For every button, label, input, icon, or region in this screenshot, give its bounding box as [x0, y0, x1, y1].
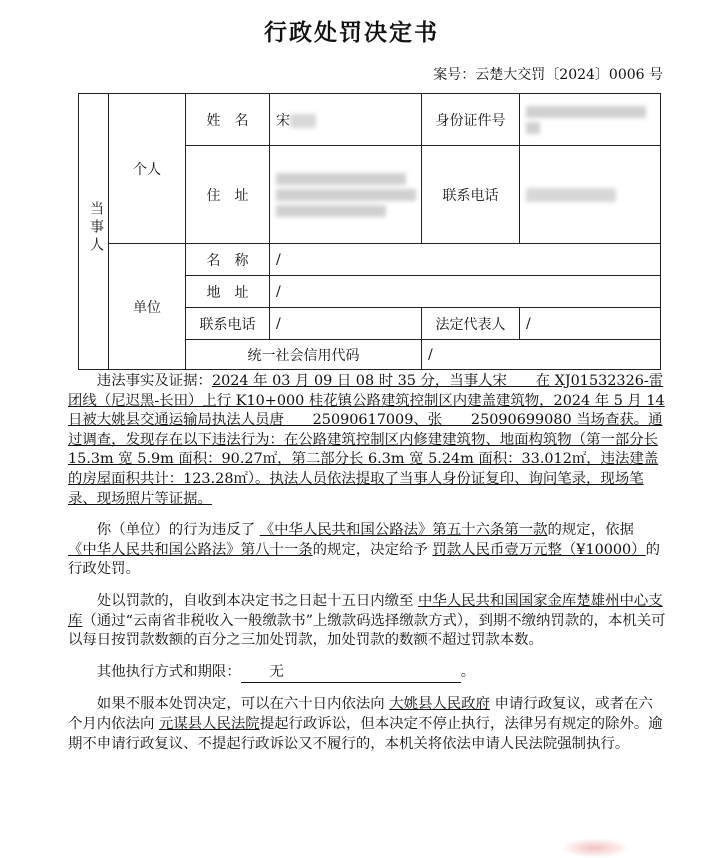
- decision-body: [68, 372, 666, 766]
- address-label: 住 址: [186, 146, 270, 244]
- appeal-paragraph: [68, 695, 666, 754]
- appeal-text-1: 如果不服本处罚决定，可以在六十日内依法向: [96, 696, 385, 713]
- other-execution-field: [241, 663, 461, 684]
- facts-lead: 违法事实及证据：: [96, 373, 212, 389]
- payment-text-1: 处以罚款的，自收到本决定书之日起十五日内缴至: [96, 592, 414, 609]
- other-execution-end: 。: [460, 663, 476, 680]
- facts-paragraph: [68, 372, 666, 509]
- violation-text-3: 的规定，决定给予: [312, 541, 428, 558]
- appeal-court: 元谋县人民法院: [158, 715, 260, 732]
- violation-text-4: 的行政处罚。: [68, 541, 661, 578]
- party-label: [79, 94, 109, 370]
- payment-text-2: （通过“云南省非税收入一般缴款书”上缴款码选择缴款方式），到期不缴纳罚款的，本机关可以每日按罚款数额的百分之三加处罚款，加处罚款的数额不超过罚款本数。: [68, 612, 666, 649]
- unit-name-value: /: [270, 244, 661, 276]
- redacted-phone: [526, 188, 616, 202]
- unit-name-label: 名 称: [186, 244, 270, 276]
- document-title: 行政处罚决定书: [264, 19, 439, 46]
- unit-address-value: /: [270, 276, 661, 308]
- id-number-value: [520, 94, 661, 146]
- legal-rep-label: 法定代表人: [422, 308, 520, 340]
- redacted-id-line-2: [526, 122, 540, 134]
- violation-paragraph: [68, 521, 666, 580]
- credit-code-label: 统一社会信用代码: [186, 340, 422, 370]
- legal-rep-value: /: [520, 308, 661, 340]
- individual-label: 个人: [109, 94, 186, 244]
- name-value-text: 宋: [276, 112, 290, 129]
- redacted-address-line-2: [276, 189, 416, 201]
- official-seal-edge: [560, 838, 630, 858]
- violation-text-2: 的规定，依据: [547, 522, 634, 539]
- facts-text: 2024 年 03 月 09 日 08 时 35 分，当事人宋 在 XJ01532326-雷团线（尼迟黑-长田）上行 K10+000 桂花镇公路建筑控制区内建盖建筑物，2024 年 5 月 14 日被大姚县交通运输局执法人员唐 25090617009、张 25090699080 当场查获。通过调查，发现存在以下违法行为：在公路建筑控制区内修建建筑物、地面构筑物（第一部分长 15.3m 宽 5.9m 面积：90.27㎡，第二部分长 6.3m 宽 5.24m 面积：33.012㎡，违法建盖的房屋面积共计：123.28㎡）。执法人员依法提取了当事人身份证复印、询问笔录，现场笔录、现场照片等证据。: [68, 373, 665, 507]
- law-violated: 《中华人民共和国公路法》第五十六条第一款: [259, 522, 548, 539]
- phone-value: [520, 146, 661, 244]
- redacted-address-line-3: [276, 205, 386, 217]
- appeal-government: 大姚县人民政府: [389, 696, 490, 713]
- phone-label: 联系电话: [422, 146, 520, 244]
- appeal-text-2: 申请行政复议，或者在六个月内依法向: [68, 696, 653, 732]
- other-execution-label: 其他执行方式和期限：: [96, 663, 241, 680]
- party-label-text: 当事人: [88, 201, 104, 255]
- unit-phone-label: 联系电话: [186, 308, 270, 340]
- other-execution-value: 无: [269, 663, 284, 680]
- other-execution-paragraph: [68, 663, 666, 684]
- name-label: 姓 名: [186, 94, 270, 146]
- case-number: 案号：云楚大交罚〔2024〕0006 号: [433, 67, 663, 83]
- unit-phone-value: /: [270, 308, 422, 340]
- party-info-table: [78, 93, 661, 370]
- unit-address-label: 地 址: [186, 276, 270, 308]
- appeal-text-3: 提起行政诉讼，但本决定不停止执行，法律另有规定的除外。逾期不申请行政复议、不提起行政诉讼又不履行的，本机关将依法申请人民法院强制执行。: [68, 715, 663, 752]
- name-value: [270, 94, 422, 146]
- redacted-id-line-1: [526, 106, 646, 118]
- violation-text-1: 你（单位）的行为违反了: [96, 522, 256, 539]
- address-value: [270, 146, 422, 244]
- unit-label: 单位: [109, 244, 186, 370]
- redacted-address-line-1: [276, 173, 406, 185]
- credit-code-value: /: [422, 340, 661, 370]
- penalty-amount: 罚款人民币壹万元整（¥10000）: [432, 541, 646, 558]
- payment-bank: 中华人民共和国国家金库楚雄州中心支库: [68, 592, 663, 629]
- redacted-name: [290, 114, 316, 128]
- law-basis: 《中华人民共和国公路法》第八十一条: [68, 541, 313, 558]
- payment-paragraph: [68, 592, 666, 651]
- id-number-label: 身份证件号: [422, 94, 520, 146]
